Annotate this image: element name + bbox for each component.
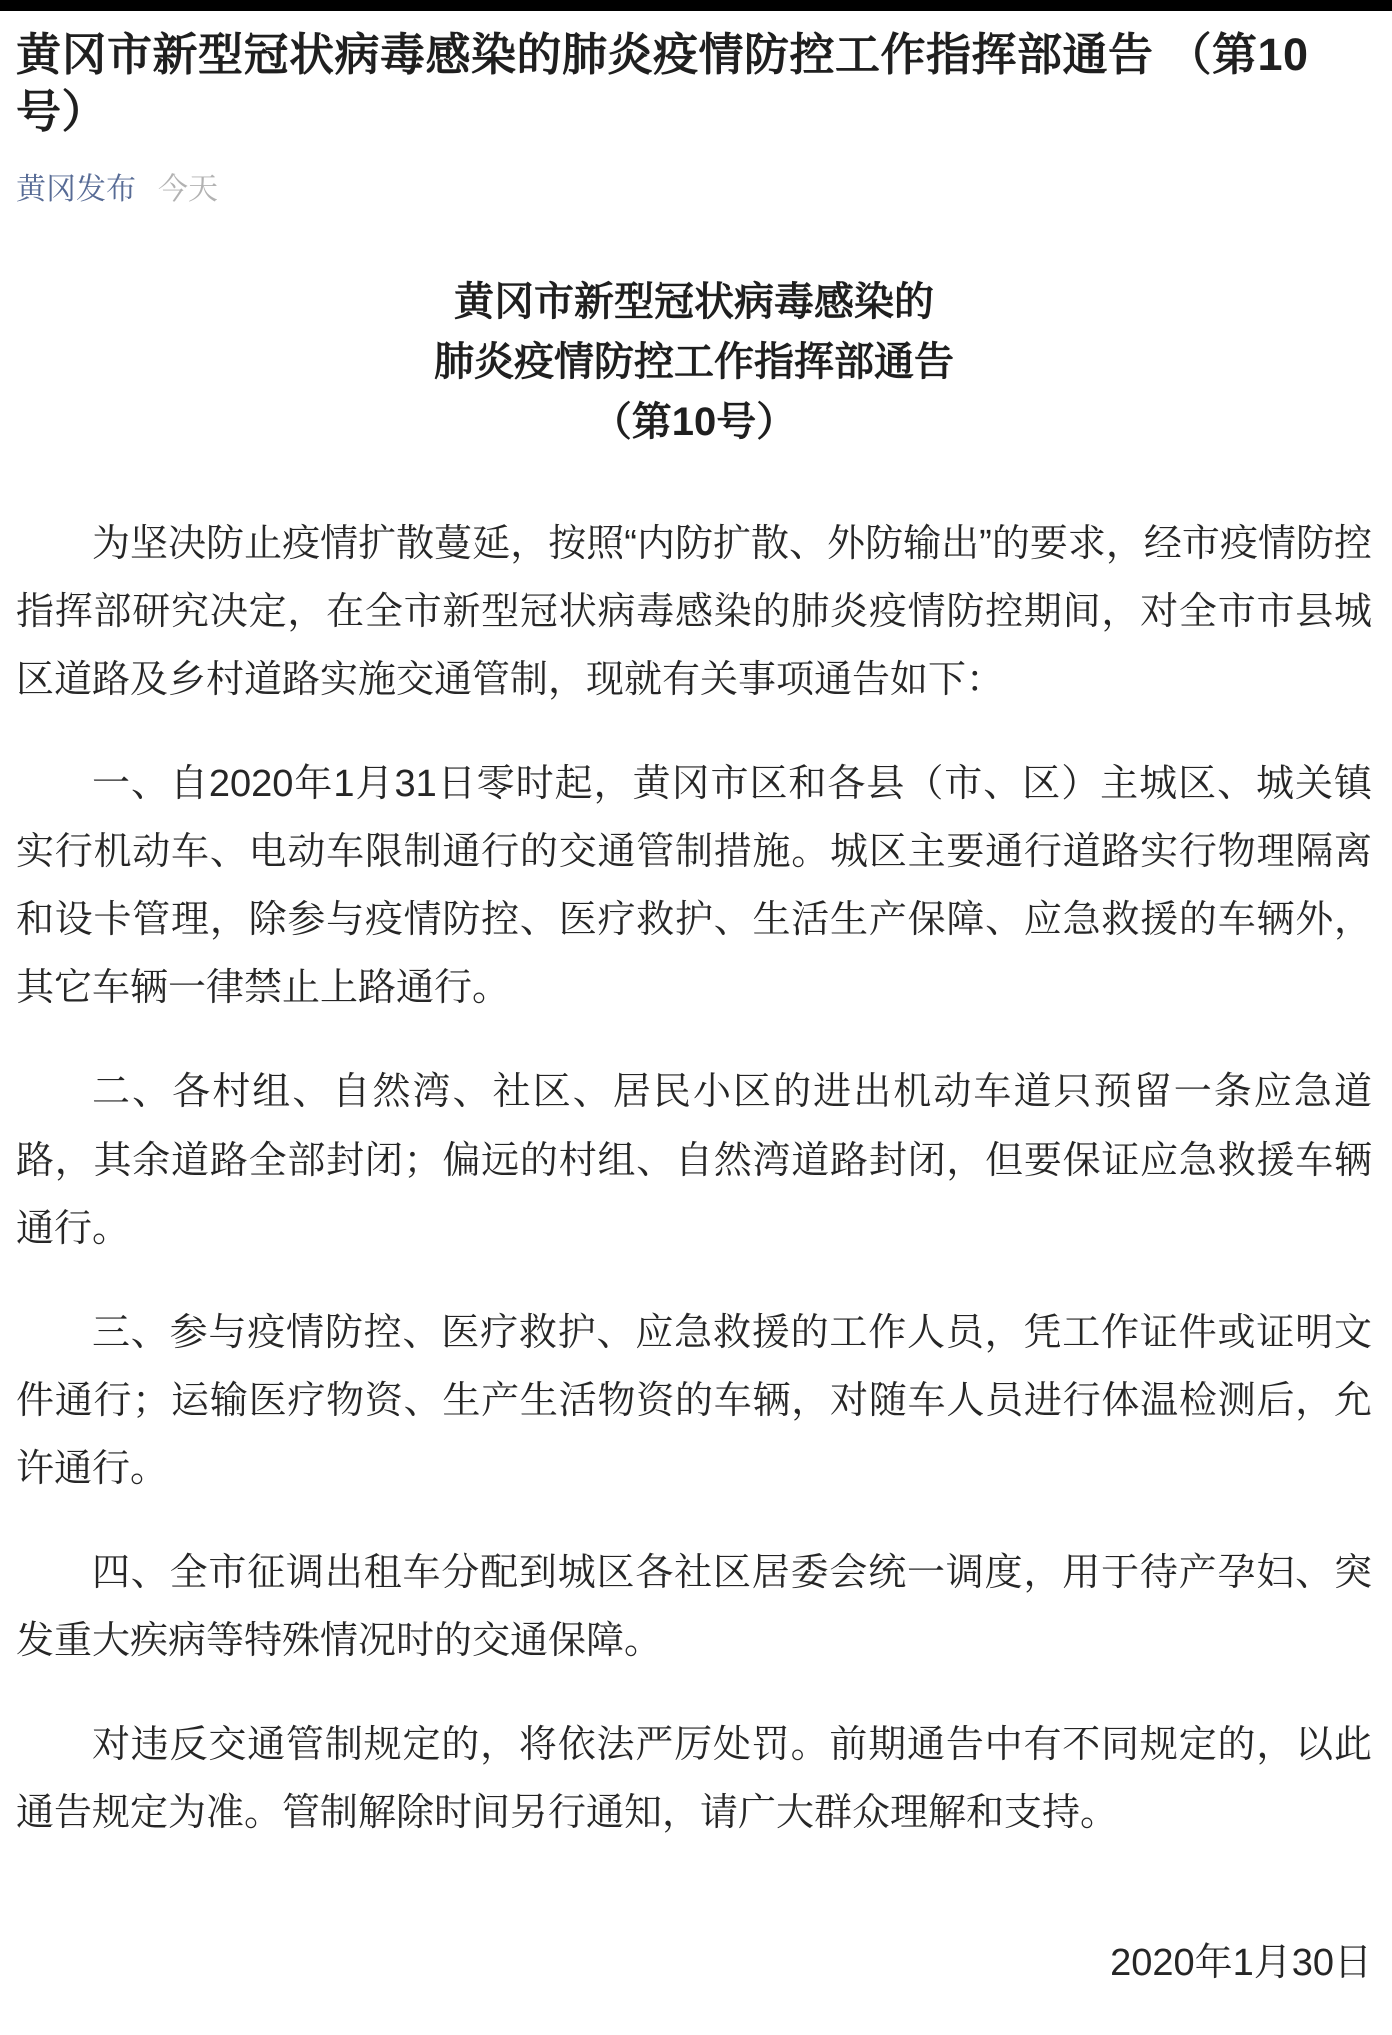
top-edge-bar bbox=[0, 0, 1392, 11]
notice-heading bbox=[16, 272, 1372, 452]
publisher-link[interactable]: 黄冈发布 bbox=[16, 173, 136, 207]
article-paragraph-closing: 对违反交通管制规定的，将依法严厉处罚。前期通告中有不同规定的，以此通告规定为准。管制解除时间另行通知，请广大群众理解和支持。 bbox=[16, 1723, 1372, 1834]
article-paragraph-item-3: 三、参与疫情防控、医疗救护、应急救援的工作人员，凭工作证件或证明文件通行；运输医疗物资、生产生活物资的车辆，对随车人员进行体温检测后，允许通行。 bbox=[16, 1311, 1372, 1490]
article-page bbox=[0, 27, 1392, 1993]
article-body bbox=[16, 510, 1372, 1846]
notice-date: 2020年1月30日 bbox=[1110, 1941, 1372, 1984]
article-paragraph-intro: 为坚决防止疫情扩散蔓延，按照“内防扩散、外防输出”的要求，经市疫情防控指挥部研究决定，在全市新型冠状病毒感染的肺炎疫情防控期间，对全市市县城区道路及乡村道路实施交通管制，现就有关事项通告如下： bbox=[16, 523, 1372, 702]
article-paragraph-item-1: 一、自2020年1月31日零时起，黄冈市区和各县（市、区）主城区、城关镇实行机动车、电动车限制通行的交通管制措施。城区主要通行道路实行物理隔离和设卡管理，除参与疫情防控、医疗救护、生活生产保障、应急救援的车辆外，其它车辆一律禁止上路通行。 bbox=[16, 763, 1372, 1010]
publish-time: 今天 bbox=[158, 173, 218, 207]
article-paragraph-item-4: 四、全市征调出租车分配到城区各社区居委会统一调度，用于待产孕妇、突发重大疾病等特殊情况时的交通保障。 bbox=[16, 1551, 1372, 1662]
notice-heading-line-1: 黄冈市新型冠状病毒感染的 bbox=[454, 280, 934, 325]
page-title: 黄冈市新型冠状病毒感染的肺炎疫情防控工作指挥部通告 （第10号） bbox=[16, 29, 1309, 137]
notice-heading-line-3: （第10号） bbox=[591, 400, 797, 445]
article-paragraph-item-2: 二、各村组、自然湾、社区、居民小区的进出机动车道只预留一条应急道路，其余道路全部封闭；偏远的村组、自然湾道路封闭，但要保证应急救援车辆通行。 bbox=[16, 1071, 1372, 1250]
article-meta bbox=[16, 172, 1372, 208]
notice-heading-line-2: 肺炎疫情防控工作指挥部通告 bbox=[434, 340, 954, 385]
